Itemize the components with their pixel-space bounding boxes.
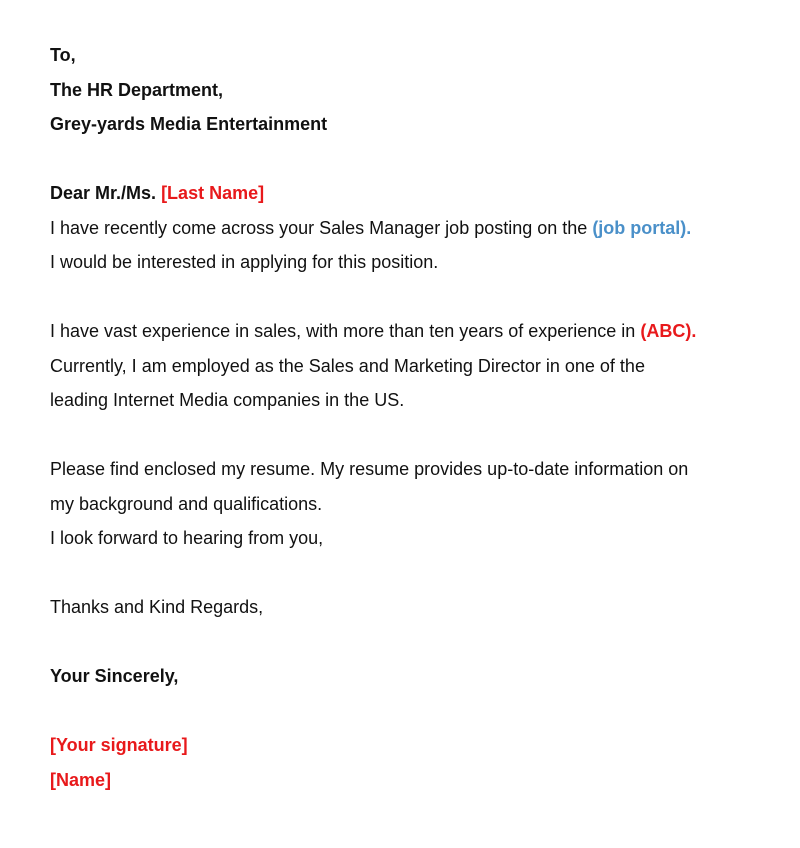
salutation bbox=[50, 176, 770, 211]
address-to: To, bbox=[50, 45, 76, 65]
paragraph2-line2: Currently, I am employed as the Sales and Marketing Director in one of the bbox=[50, 355, 645, 376]
job-portal-placeholder: (job portal). bbox=[592, 217, 692, 238]
paragraph3-line2: my background and qualifications. bbox=[50, 493, 323, 514]
spacer bbox=[50, 418, 770, 453]
paragraph1-line2: I would be interested in applying for this position. bbox=[50, 252, 439, 272]
paragraph2-line1 bbox=[50, 314, 770, 349]
paragraph2-line1-text: I have vast experience in sales, with more than ten years of experience in bbox=[50, 321, 636, 341]
address-department: The HR Department, bbox=[50, 79, 224, 100]
spacer bbox=[50, 142, 770, 177]
spacer bbox=[50, 556, 770, 591]
last-name-placeholder: [Last Name] bbox=[161, 183, 265, 203]
address-company: Grey-yards Media Entertainment bbox=[50, 114, 328, 134]
spacer bbox=[50, 625, 770, 660]
paragraph3-line3: I look forward to hearing from you, bbox=[50, 528, 324, 548]
spacer bbox=[50, 694, 770, 729]
name-placeholder: [Name] bbox=[50, 769, 112, 790]
letter-document bbox=[50, 38, 770, 797]
paragraph1-line1 bbox=[50, 211, 770, 246]
paragraph2-line3: leading Internet Media companies in the US. bbox=[50, 390, 405, 410]
spacer bbox=[50, 280, 770, 315]
paragraph1-line1-text: I have recently come across your Sales Manager job posting on the bbox=[50, 217, 588, 238]
salutation-text: Dear Mr./Ms. bbox=[50, 183, 157, 203]
signature-placeholder: [Your signature] bbox=[50, 735, 188, 755]
paragraph3-line1: Please find enclosed my resume. My resume provides up-to-date information on bbox=[50, 459, 689, 479]
closing-thanks: Thanks and Kind Regards, bbox=[50, 597, 264, 617]
closing-sincerely: Your Sincerely, bbox=[50, 666, 179, 686]
abc-placeholder: (ABC). bbox=[640, 321, 697, 341]
